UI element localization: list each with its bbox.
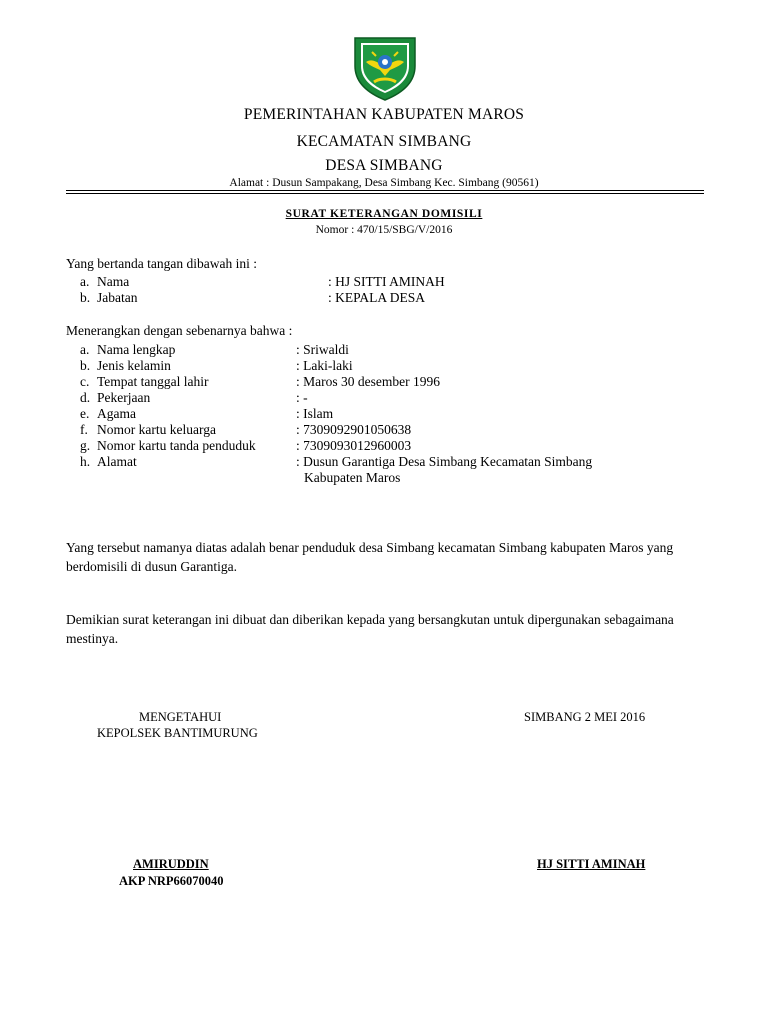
full-name-value: : Sriwaldi xyxy=(296,342,349,357)
police-chief-name: AMIRUDDIN xyxy=(133,857,209,871)
signer-name-value: : HJ SITTI AMINAH xyxy=(328,274,445,289)
resident-item-mark: g. xyxy=(80,438,91,453)
district-name: KECAMATAN SIMBANG xyxy=(296,133,472,150)
resident-item-mark: h. xyxy=(80,454,91,469)
religion-label: Agama xyxy=(97,406,136,421)
signer-item-mark: b. xyxy=(80,290,91,305)
village-name: DESA SIMBANG xyxy=(325,157,443,174)
resident-item-mark: e. xyxy=(80,406,90,421)
occupation-value: : - xyxy=(296,390,308,405)
village-head-name: HJ SITTI AMINAH xyxy=(537,857,646,871)
full-name-label: Nama lengkap xyxy=(97,342,176,357)
acknowledged-heading: MENGETAHUI xyxy=(139,710,222,724)
resident-item-mark: b. xyxy=(80,358,91,373)
family-card-number-value: : 7309092901050638 xyxy=(296,422,412,437)
id-card-number-label: Nomor kartu tanda penduduk xyxy=(97,438,256,453)
gender-value: : Laki-laki xyxy=(296,358,353,373)
birth-place-date-label: Tempat tanggal lahir xyxy=(97,374,209,389)
signer-name-label: Nama xyxy=(97,274,130,289)
header-divider xyxy=(66,190,704,191)
address-label: Alamat xyxy=(97,454,137,469)
id-card-number-value: : 7309093012960003 xyxy=(296,438,412,453)
signer-intro: Yang bertanda tangan dibawah ini : xyxy=(66,256,257,271)
police-office-heading: KEPOLSEK BANTIMURUNG xyxy=(97,726,258,740)
government-name: PEMERINTAHAN KABUPATEN MAROS xyxy=(243,106,525,123)
resident-item-mark: c. xyxy=(80,374,90,389)
office-address: Alamat : Dusun Sampakang, Desa Simbang Kec. Simbang (90561) xyxy=(229,177,539,189)
gender-label: Jenis kelamin xyxy=(97,358,171,373)
resident-item-mark: d. xyxy=(80,390,91,405)
birth-place-date-value: : Maros 30 desember 1996 xyxy=(296,374,440,389)
kabupaten-maros-emblem xyxy=(350,32,420,102)
signer-item-mark: a. xyxy=(80,274,90,289)
signer-position-label: Jabatan xyxy=(97,290,138,305)
address-value: : Dusun Garantiga Desa Simbang Kecamatan Simbang xyxy=(296,454,593,469)
police-chief-id: AKP NRP66070040 xyxy=(119,874,224,888)
signer-position-value: : KEPALA DESA xyxy=(328,290,426,305)
place-date: SIMBANG 2 MEI 2016 xyxy=(524,710,646,724)
family-card-number-label: Nomor kartu keluarga xyxy=(97,422,216,437)
religion-value: : Islam xyxy=(296,406,334,421)
residency-statement: Yang tersebut namanya diatas adalah benar penduduk desa Simbang kecamatan Simbang kabupaten Maros yang berdomisili di dusun Garantiga. xyxy=(66,540,674,574)
resident-item-mark: f. xyxy=(80,422,88,437)
resident-intro: Menerangkan dengan sebenarnya bahwa : xyxy=(66,323,293,338)
letter-title: SURAT KETERANGAN DOMISILI xyxy=(285,208,483,220)
address-value-continuation: Kabupaten Maros xyxy=(304,470,401,485)
header-divider-thin xyxy=(66,193,704,194)
occupation-label: Pekerjaan xyxy=(97,390,151,405)
letter-number: Nomor : 470/15/SBG/V/2016 xyxy=(315,224,453,236)
resident-item-mark: a. xyxy=(80,342,90,357)
closing-statement: Demikian surat keterangan ini dibuat dan diberikan kepada yang bersangkutan untuk dipergunakan sebagaimana mestinya. xyxy=(66,612,674,646)
